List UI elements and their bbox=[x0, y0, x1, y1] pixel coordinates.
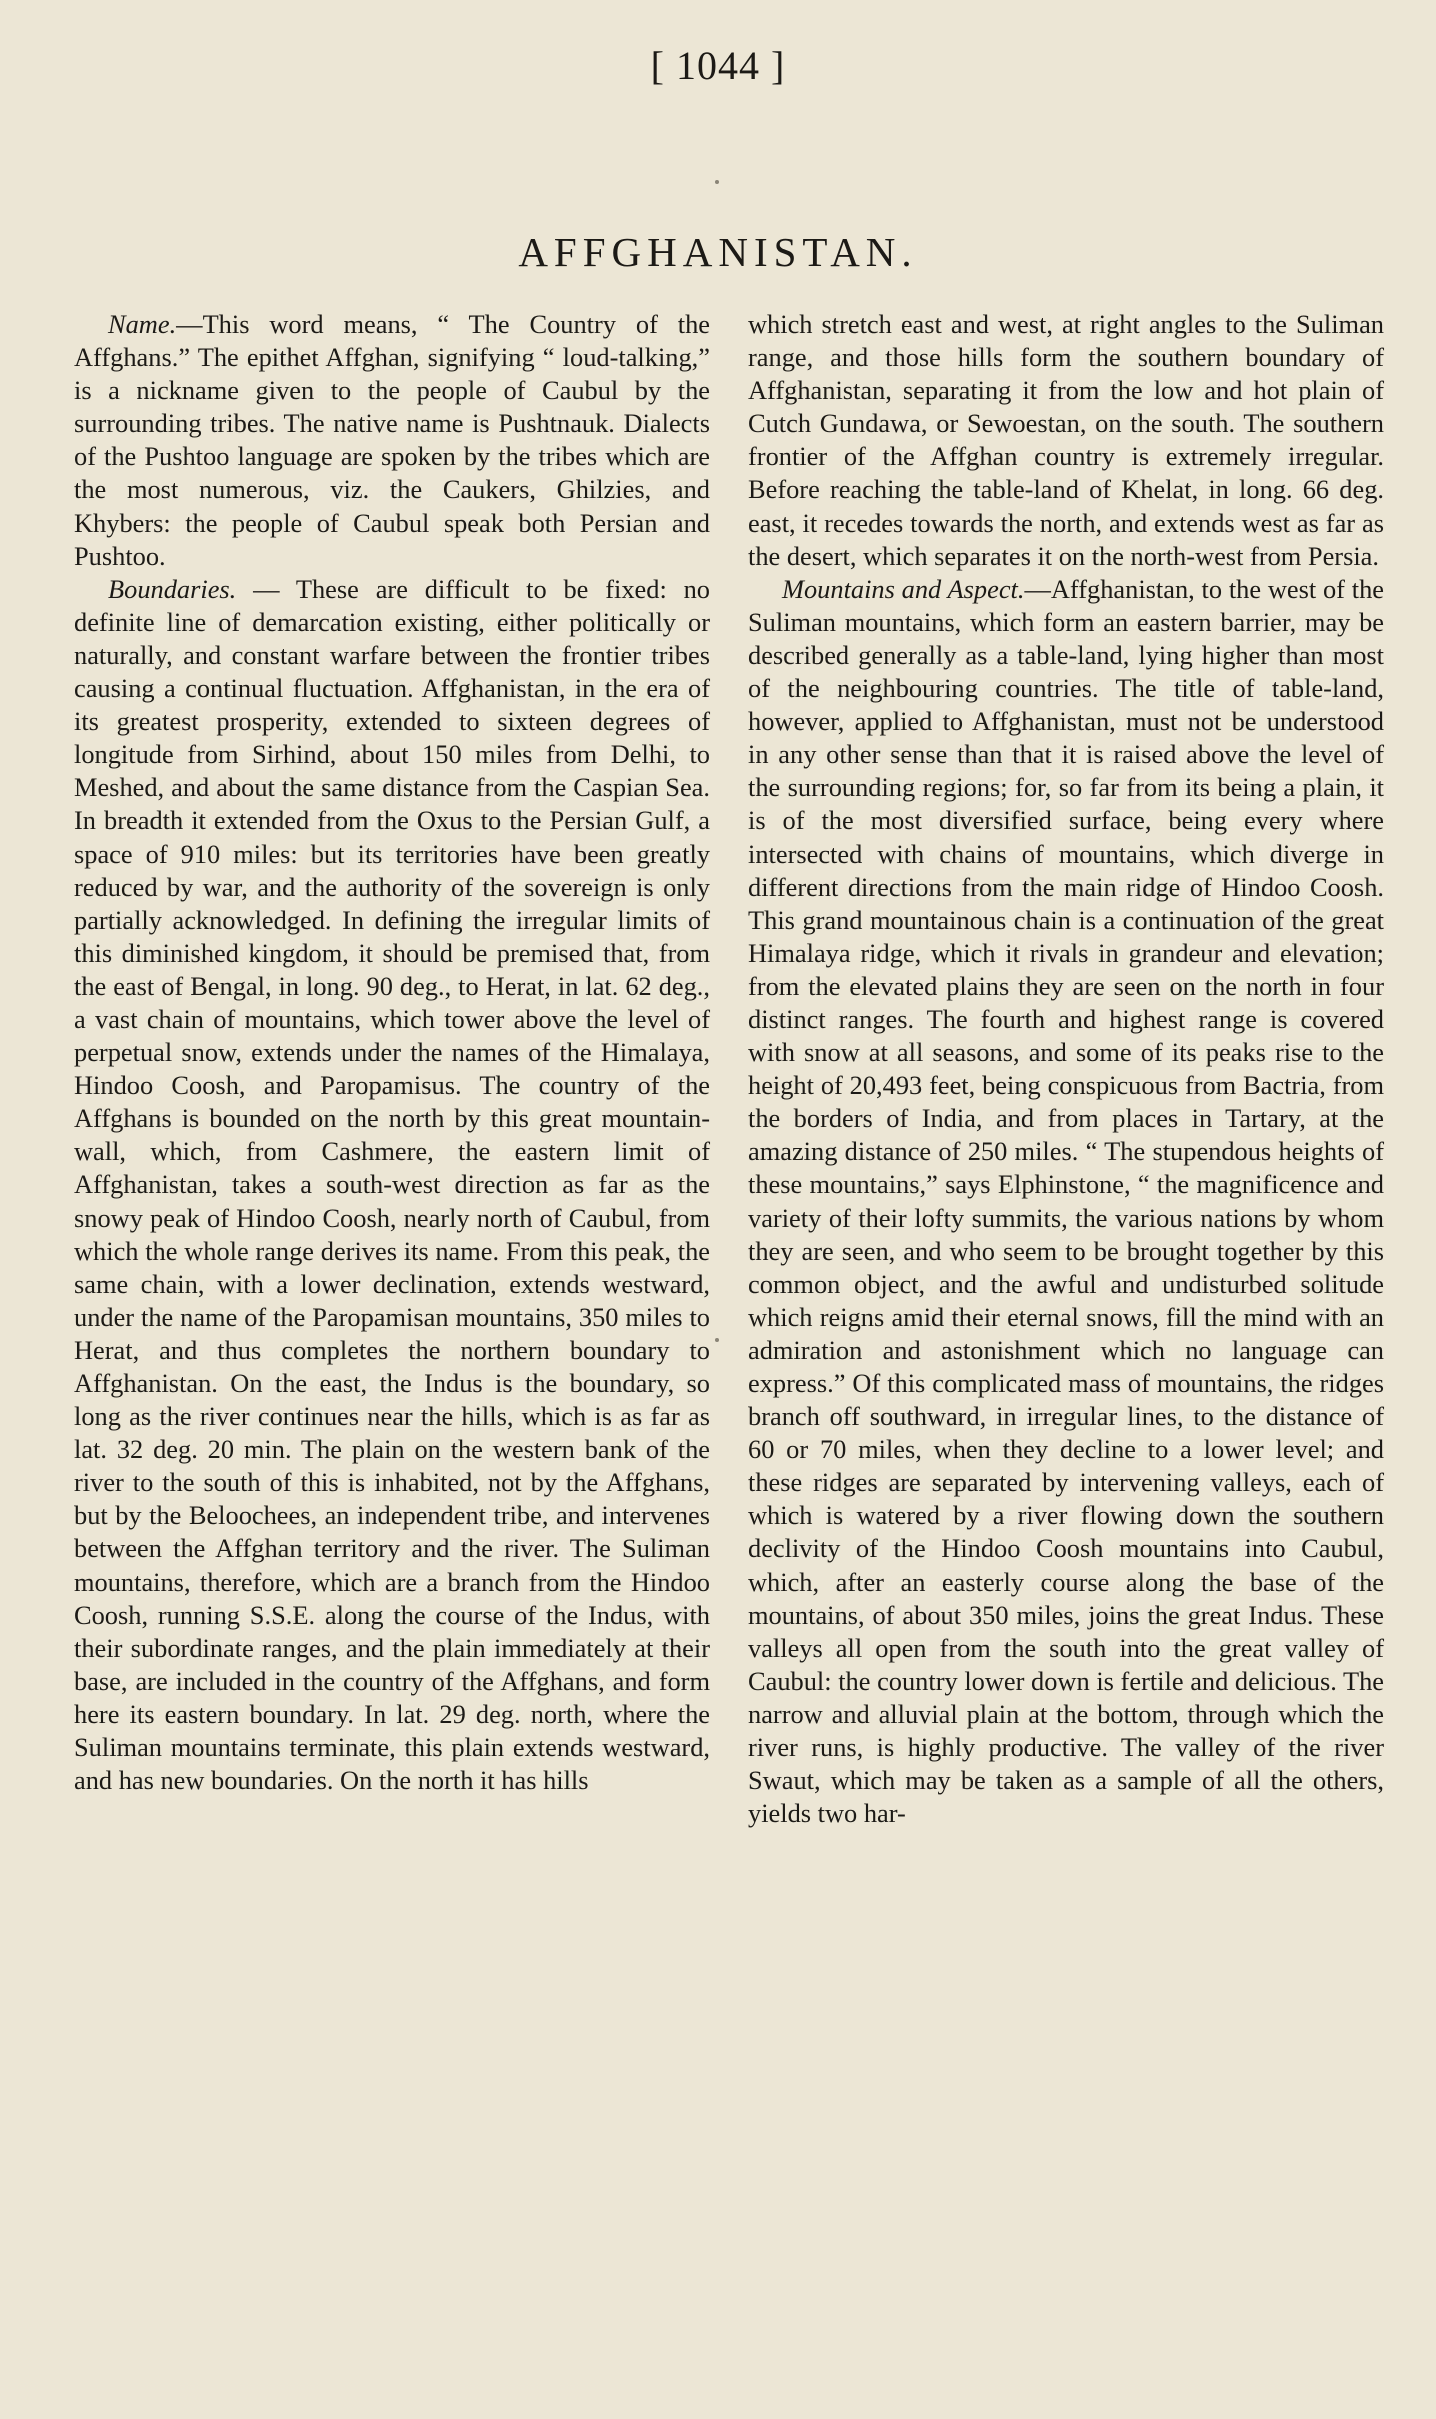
margin-dot bbox=[715, 1338, 719, 1342]
left-column bbox=[74, 308, 710, 1797]
paragraph-lead: Mountains and Aspect. bbox=[782, 573, 1025, 604]
paragraph-text: —Affghanistan, to the west of the Suliman mountains, which form an eastern barrier, may be described generally as a table-land, lying higher than most of the neighbouring countries. The title of table-land, however, applied to Affghanistan, must not be understood in any other sense than that it is raised above the level of the surrounding regions; for, so far from its being a plain, it is of the most diversified surface, being every where intersected with chains of mountains, which diverge in different directions from the main ridge of Hindoo Coosh. This grand mountainous chain is a continuation of the great Himalaya ridge, which it rivals in grandeur and elevation; from the elevated plains they are seen on the north in four distinct ranges. The fourth and highest range is covered with snow at all seasons, and some of its peaks rise to the height of 20,493 feet, being conspicuous from Bactria, from the borders of India, and from places in Tartary, at the amazing distance of 250 miles. “ The stupendous heights of these mountains,” says Elphinstone, “ the magnificence and variety of their lofty summits, the various nations by whom they are seen, and who seem to be brought together by this common object, and the awful and undisturbed solitude which reigns amid their eternal snows, fill the mind with an admiration and astonishment which no language can express.” Of this complicated mass of mountains, the ridges branch off southward, in irregular lines, to the distance of 60 or 70 miles, when they decline to a lower level; and these ridges are separated by intervening valleys, each of which is watered by a river flowing down the southern declivity of the Hindoo Coosh mountains into Caubul, which, after an easterly course along the base of the mountains, of about 350 miles, joins the great Indus. These valleys all open from the south into the great valley of Caubul: the country lower down is fertile and delicious. The narrow and alluvial plain at the bottom, through which the river runs, is highly productive. The valley of the river Swaut, which may be taken as a sample of all the others, yields two har- bbox=[748, 573, 1384, 1829]
paragraph-continued bbox=[748, 308, 1384, 573]
paragraph-mountains bbox=[748, 573, 1384, 1831]
paragraph-text: which stretch east and west, at right angles to the Suliman range, and those hills form the southern boundary of Affghanistan, separating it from the low and hot plain of Cutch Gundawa, or Sewoestan, on the south. The southern frontier of the Affghan country is extremely irregular. Before reaching the table-land of Khelat, in long. 66 deg. east, it recedes towards the north, and extends west as far as the desert, which separates it on the north-west from Persia. bbox=[748, 309, 1384, 571]
paragraph-boundaries bbox=[74, 573, 710, 1797]
page-title: AFFGHANISTAN. bbox=[518, 229, 918, 275]
paragraph-name bbox=[74, 308, 710, 573]
paragraph-lead: Name. bbox=[108, 309, 177, 339]
right-column bbox=[748, 308, 1384, 1830]
page-number: [ 1044 ] bbox=[650, 43, 786, 88]
paragraph-text: —This word means, “ The Country of the Affghans.” The epithet Affghan, signifying “ loud-talking,” is a nickname given to the people of Caubul by the surrounding tribes. The native name is Pushtnauk. Dialects of the Pushtoo language are spoken by the tribes which are the most numerous, viz. the Caukers, Ghilzies, and Khybers: the people of Caubul speak both Persian and Pushtoo. bbox=[74, 309, 710, 571]
margin-dot bbox=[715, 180, 719, 184]
paragraph-lead: Boundaries. bbox=[108, 573, 237, 604]
paragraph-text: — These are difficult to be fixed: no definite line of demarcation existing, either politically or naturally, and constant warfare between the frontier tribes causing a continual fluctuation. Affghanistan, in the era of its greatest prosperity, extended to sixteen degrees of longitude from Sirhind, about 150 miles from Delhi, to Meshed, and about the same distance from the Caspian Sea. In breadth it extended from the Oxus to the Persian Gulf, a space of 910 miles: but its territories have been greatly reduced by war, and the authority of the sovereign is only partially acknowledged. In defining the irregular limits of this diminished kingdom, it should be premised that, from the east of Bengal, in long. 90 deg., to Herat, in lat. 62 deg., a vast chain of mountains, which tower above the level of perpetual snow, extends under the names of the Himalaya, Hindoo Coosh, and Paropamisus. The country of the Affghans is bounded on the north by this great mountain-wall, which, from Cashmere, the eastern limit of Affghanistan, takes a south-west direction as far as the snowy peak of Hindoo Coosh, nearly north of Caubul, from which the whole range derives its name. From this peak, the same chain, with a lower declination, extends westward, under the name of the Paropamisan mountains, 350 miles to Herat, and thus completes the northern boundary to Affghanistan. On the east, the Indus is the boundary, so long as the river continues near the hills, which is as far as lat. 32 deg. 20 min. The plain on the western bank of the river to the south of this is inhabited, not by the Affghans, but by the Beloochees, an independent tribe, and intervenes between the Affghan territory and the river. The Suliman mountains, therefore, which are a branch from the Hindoo Coosh, running S.S.E. along the course of the Indus, with their subordinate ranges, and the plain immediately at their base, are included in the country of the Affghans, and form here its eastern boundary. In lat. 29 deg. north, where the Suliman mountains terminate, this plain extends westward, and has new boundaries. On the north it has hills bbox=[74, 573, 710, 1796]
